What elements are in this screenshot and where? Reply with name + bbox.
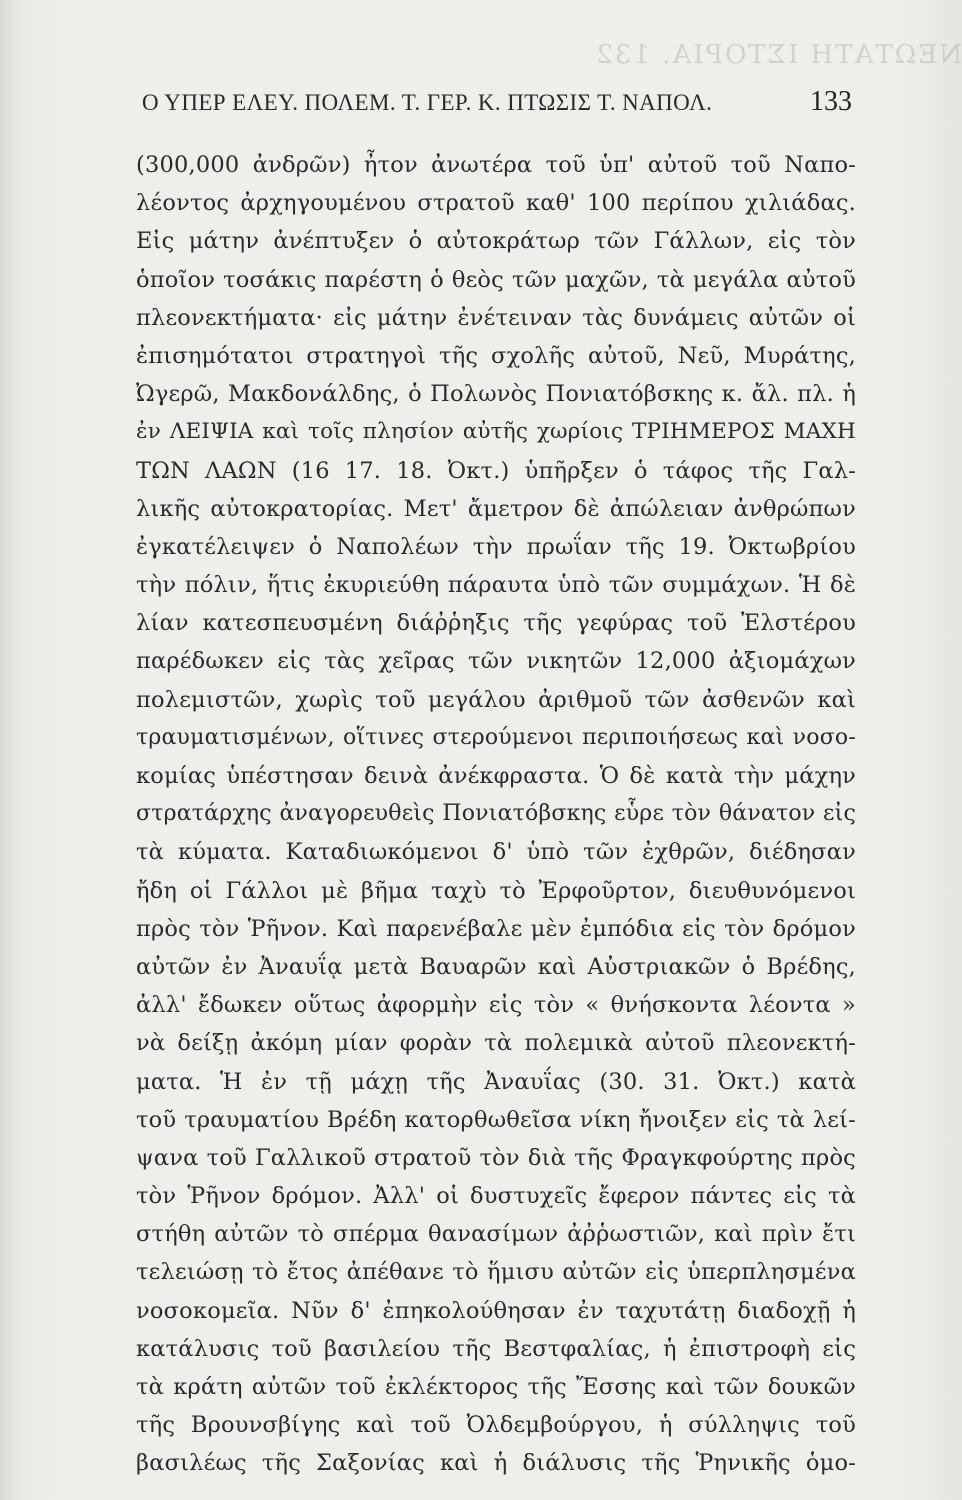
text-line: τελειώσῃ τὸ ἔτος ἀπέθανε τὸ ἥμισυ αὐτῶν εἰς ὑπερπλησμένα — [136, 1259, 856, 1286]
text-line: ΤΩΝ ΛΑΩΝ (16 17. 18. Ὀκτ.) ὑπῆρξεν ὁ τάφος τῆς Γαλ- — [136, 457, 856, 484]
text-line: ἤδη οἱ Γάλλοι μὲ βῆμα ταχὺ τὸ Ἐρφοῦρτον, διευθυνόμενοι — [136, 877, 856, 904]
text-line: τὴν πόλιν, ἥτις ἐκυριεύθη πάραυτα ὑπὸ τῶν συμμάχων. Ἡ δὲ — [136, 572, 856, 599]
text-line: λίαν κατεσπευσμένη διάῤῥηξις τῆς γεφύρας τοῦ Ἐλστέρου — [136, 610, 856, 637]
text-line: νοσοκομεῖα. Νῦν δ' ἐπηκολούθησαν ἐν ταχυτάτῃ διαδοχῇ ἡ — [136, 1297, 856, 1324]
text-line: αὐτῶν ἐν Ἀναυΐᾳ μετὰ Βαυαρῶν καὶ Αὐστριακῶν ὁ Βρέδης, — [136, 953, 856, 980]
text-line: τὰ κύματα. Καταδιωκόμενοι δ' ὑπὸ τῶν ἐχθρῶν, διέδησαν — [136, 839, 856, 866]
text-line: λέοντος ἀρχηγουμένου στρατοῦ καθ' 100 περίπου χιλιάδας. — [136, 190, 856, 217]
text-line: τοῦ τραυματίου Βρέδη κατορθωθεῖσα νίκη ἤνοιξεν εἰς τὰ λεί- — [136, 1106, 856, 1133]
text-line: (300,000 ἀνδρῶν) ἦτον ἀνωτέρα τοῦ ὑπ' αὐτοῦ τοῦ Ναπο- — [136, 152, 856, 178]
text-line: κομίας ὑπέστησαν δεινὰ ἀνέκφραστα. Ὁ δὲ κατὰ τὴν μάχην — [136, 763, 856, 789]
text-line: πολεμιστῶν, χωρὶς τοῦ μεγάλου ἀριθμοῦ τῶν ἀσθενῶν καὶ — [136, 686, 856, 713]
page-header — [142, 86, 852, 126]
text-line: νὰ δείξῃ ἀκόμη μίαν φορὰν τὰ πολεμικὰ αὐτοῦ πλεονεκτή- — [136, 1030, 856, 1057]
text-line: ματα. Ἡ ἐν τῇ μάχῃ τῆς Ἀναυΐας (30. 31. Ὀκτ.) κατὰ — [136, 1068, 856, 1095]
text-line: ἐν ΛΕΙΨΙΑ καὶ τοῖς πλησίον αὐτῆς χωρίοις ΤΡΙΗΜΕΡΟΣ ΜΑΧΗ — [136, 419, 856, 445]
text-line: ὁποῖον τοσάκις παρέστη ὁ θεὸς τῶν μαχῶν, τὰ μεγάλα αὐτοῦ — [136, 266, 856, 293]
text-line: ἐπισημότατοι στρατηγοὶ τῆς σχολῆς αὐτοῦ, Νεῦ, Μυράτης, — [136, 342, 856, 369]
running-title: Ο ΥΠΕΡ ΕΛΕΥ. ΠΟΛΕΜ. Τ. ΓΕΡ. Κ. ΠΤΩΣΙΣ Τ. ΝΑΠΟΛ. — [142, 90, 713, 115]
text-line: ἀλλ' ἔδωκεν οὕτως ἀφορμὴν εἰς τὸν « θνήσκοντα λέοντα » — [136, 992, 856, 1019]
text-line: τῆς Βρουνσβίγης καὶ τοῦ Ὀλδεμβούργου, ἡ σύλληψις τοῦ — [136, 1412, 856, 1439]
page-number: 133 — [810, 86, 852, 117]
text-line: λικῆς αὐτοκρατορίας. Μετ' ἄμετρον δὲ ἀπώλειαν ἀνθρώπων — [136, 495, 856, 522]
show-through-text: ΝΕΩΤΑΤΗ ΙΣΤΟΡΙΑ. 132 — [594, 40, 962, 70]
body-text — [136, 146, 856, 1483]
text-line: τὸν Ῥῆνον δρόμον. Ἀλλ' οἱ δυστυχεῖς ἔφερον πάντες εἰς τὰ — [136, 1183, 856, 1210]
text-line: Εἰς μάτην ἀνέπτυξεν ὁ αὐτοκράτωρ τῶν Γάλλων, εἰς τὸν — [136, 228, 856, 255]
text-line: Ὠγερῶ, Μακδονάλδης, ὁ Πολωνὸς Πονιατόβσκης κ. ἄλ. πλ. ἡ — [136, 381, 856, 408]
text-line: ψανα τοῦ Γαλλικοῦ στρατοῦ τὸν διὰ τῆς Φραγκφούρτης πρὸς — [136, 1144, 856, 1171]
text-line: παρέδωκεν εἰς τὰς χεῖρας τῶν νικητῶν 12,000 ἀξιομάχων — [136, 648, 856, 675]
text-line: πλεονεκτήματα· εἰς μάτην ἐνέτειναν τὰς δυνάμεις αὐτῶν οἱ — [136, 304, 856, 331]
text-line: στήθη αὐτῶν τὸ σπέρμα θανασίμων ἀῤῥωστιῶν, καὶ πρὶν ἔτι — [136, 1221, 856, 1248]
text-line: τραυματισμένων, οἵτινες στερούμενοι περιποιήσεως καὶ νοσο- — [136, 724, 856, 750]
text-line: βασιλέως τῆς Σαξονίας καὶ ἡ διάλυσις τῆς Ῥηνικῆς ὁμο- — [136, 1450, 856, 1477]
text-line: πρὸς τὸν Ῥῆνον. Καὶ παρενέβαλε μὲν ἐμπόδια εἰς τὸν δρόμον — [136, 915, 856, 942]
text-line: κατάλυσις τοῦ βασιλείου τῆς Βεστφαλίας, ἡ ἐπιστροφὴ εἰς — [136, 1335, 856, 1362]
text-line: ἐγκατέλειψεν ὁ Ναπολέων τὴν πρωΐαν τῆς 19. Ὀκτωβρίου — [136, 533, 856, 560]
text-line: τὰ κράτη αὐτῶν τοῦ ἐκλέκτορος τῆς Ἔσσης καὶ τῶν δουκῶν — [136, 1374, 856, 1400]
text-line: στρατάρχης ἀναγορευθεὶς Πονιατόβσκης εὗρε τὸν θάνατον εἰς — [136, 801, 856, 827]
